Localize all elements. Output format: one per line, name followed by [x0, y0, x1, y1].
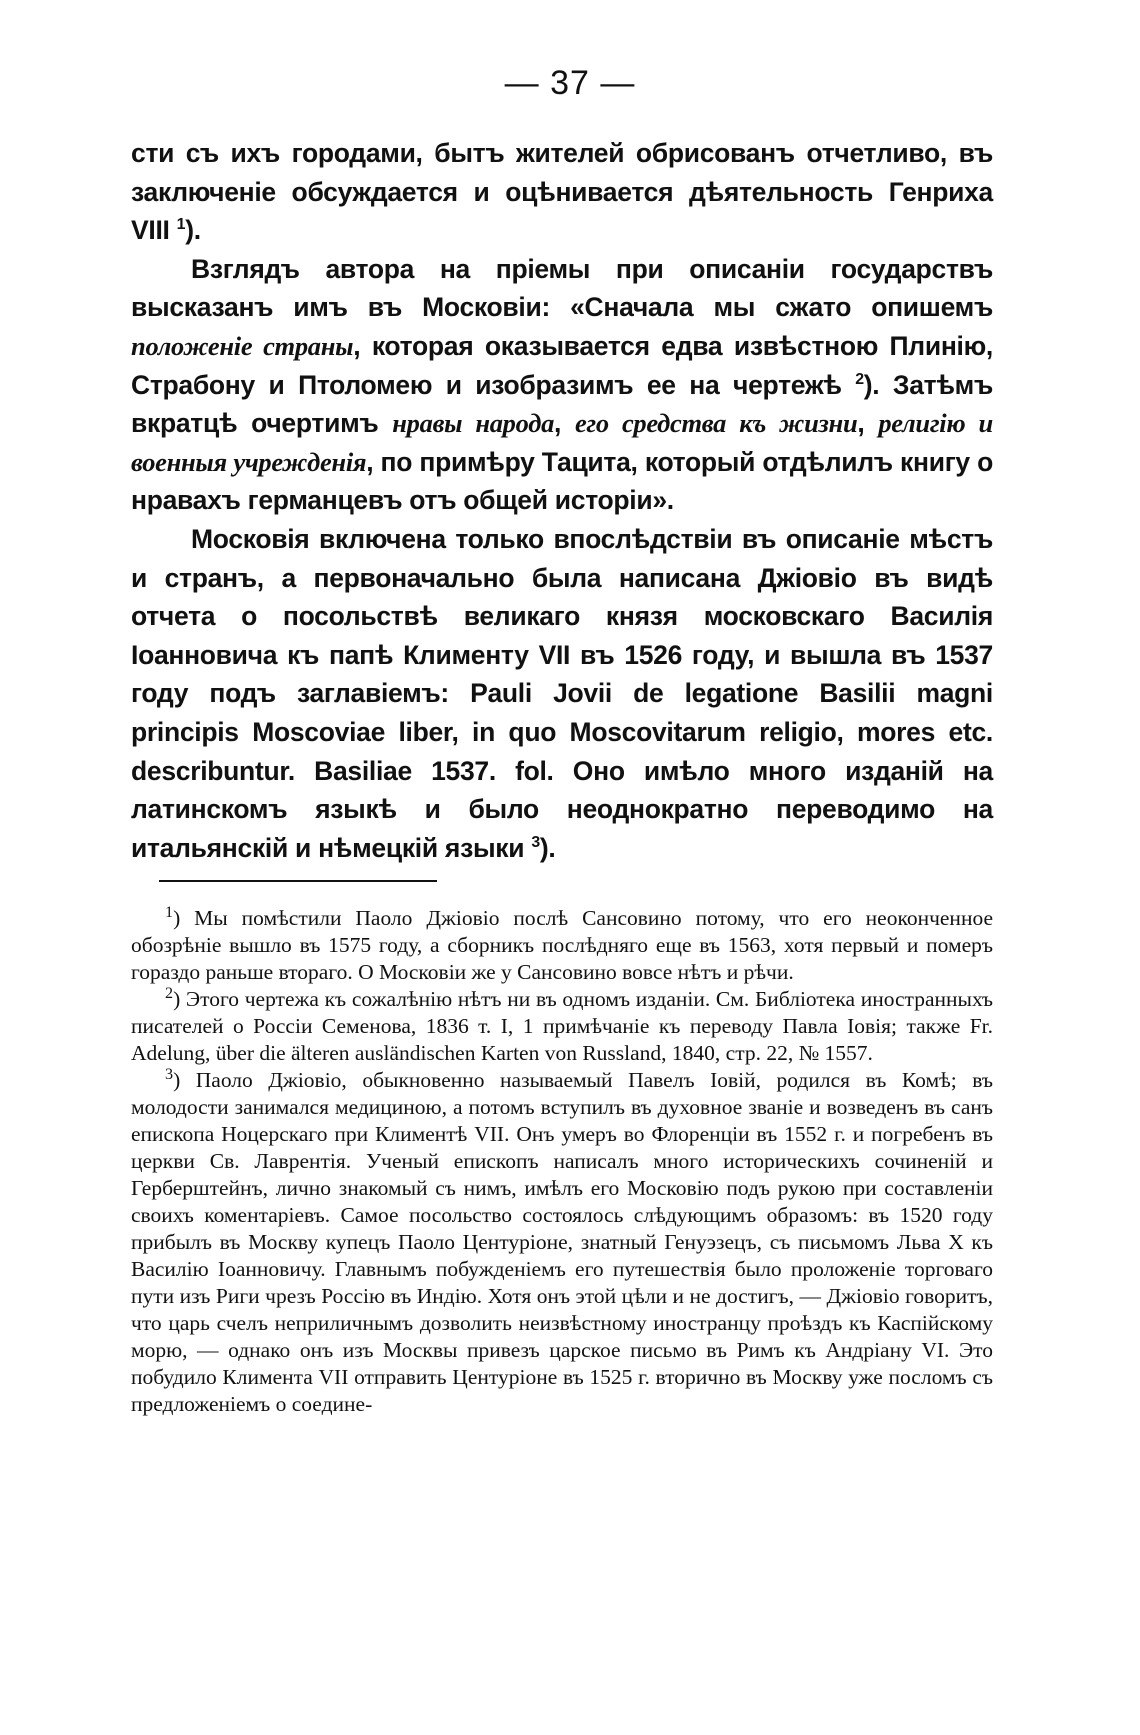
footnote-mark-2: 2	[165, 984, 174, 1002]
footnote-text-2: ) Этого чертежа къ сожалѣнію нѣтъ ни въ одномъ изданіи. См. Библіотека иностранныхъ писателей о Россіи Семенова, 1836 т. I, 1 примѣчаніе къ переводу Павла Іовія; также Fr. Adelung, über die älteren ausländischen Karten von Russland, 1840, стр. 22, № 1557.	[131, 987, 993, 1065]
footnote-mark-3: 3	[165, 1065, 174, 1083]
main-text	[131, 134, 993, 867]
italic-phrase-2: нравы народа	[392, 408, 555, 439]
paragraph-2	[131, 250, 993, 520]
footnote-separator	[159, 880, 437, 882]
paragraph-2-part-e: ,	[857, 408, 879, 439]
italic-phrase-1: положеніе страны	[131, 330, 354, 361]
paragraph-3	[131, 520, 993, 867]
footnotes	[131, 905, 993, 1418]
footnote-text-1: ) Мы помѣстили Паоло Джіовіо послѣ Сансовино потому, что его неоконченное обозрѣніе вышло въ 1575 году, а сборникъ послѣдняго еще въ 1563, хотя первый и померъ гораздо раньше втораго. О Московіи же у Сансовино вовсе нѣтъ и рѣчи.	[131, 906, 993, 984]
paragraph-1-end: ).	[185, 215, 201, 246]
footnote-1	[131, 905, 993, 986]
italic-phrase-3: его средства къ жизни	[574, 408, 858, 439]
footnote-2	[131, 986, 993, 1067]
footnote-ref-3: 3	[531, 833, 540, 851]
paragraph-1	[131, 134, 993, 250]
footnote-mark-1: 1	[165, 903, 174, 921]
paragraph-2-part-a: Взглядъ автора на пріемы при описаніи государствъ высказанъ имъ въ Московіи: «Сначала мы сжато опишемъ	[131, 253, 993, 323]
footnote-3	[131, 1067, 993, 1418]
paragraph-2-part-b: , которая оказывается едва извѣстною Плинію, Страбону и Птоломею и изобразимъ ее на чертежѣ	[131, 330, 993, 400]
paragraph-3-end: ).	[539, 832, 556, 863]
italic-phrase-4: религію и военныя учрежденія	[131, 408, 993, 477]
footnote-text-3: ) Паоло Джіовіо, обыкновенно называемый Павелъ Іовій, родился въ Комѣ; въ молодости занимался медициною, а потомъ вступилъ въ духовное званіе и возведенъ въ санъ епископа Ноцерскаго при Климентѣ VII. Онъ умеръ во Флоренціи въ 1552 г. и погребенъ въ церкви Св. Лаврентія. Ученый епископъ написалъ много историческихъ сочиненій и Герберштейнъ, лично знакомый съ нимъ, имѣлъ его Московію подъ рукою при составленіи своихъ коментаріевъ. Самое посольство состоялось слѣдующимъ образомъ: въ 1520 году прибылъ въ Москву купецъ Паоло Центуріоне, знатный Генуэзецъ, съ письмомъ Льва X къ Василію Іоанновичу. Главнымъ побужденіемъ его путешествія было проложеніе торговаго пути изъ Риги чрезъ Россію въ Индію. Хотя онъ этой цѣли и не достигъ, — Джіовіо говоритъ, что царь счелъ неприличнымъ дозволить неизвѣстному иностранцу проѣздъ къ Каспійскому морю, — однако онъ изъ Москвы привезъ царское письмо въ Римъ къ Андріану VI. Это побудило Климента VII отправить Центуріоне въ 1525 г. вторично въ Москву уже посломъ съ предложеніемъ о соедине-	[131, 1068, 993, 1416]
footnote-ref-1: 1	[176, 216, 186, 234]
paragraph-2-part-f: , по примѣру Тацита, который отдѣлилъ книгу о нравахъ германцевъ отъ общей исторіи».	[131, 446, 993, 516]
page-number: — 37 —	[504, 64, 636, 102]
paragraph-2-part-c: ). Затѣмъ вкратцѣ очертимъ	[131, 369, 993, 439]
paragraph-2-part-d: ,	[554, 408, 575, 439]
paragraph-1-text: сти съ ихъ городами, бытъ жителей обрисованъ отчетливо, въ заключеніе обсуждается и оцѣнивается дѣятельность Генриха VIII	[131, 138, 993, 246]
footnote-ref-2: 2	[855, 370, 864, 388]
paragraph-3-text: Московія включена только впослѣдствіи въ описаніе мѣстъ и странъ, а первоначально была написана Джіовіо въ видѣ отчета о посольствѣ великаго князя московскаго Василія Іоанновича къ папѣ Клименту VII въ 1526 году, и вышла въ 1537 году подъ заглавіемъ: Pauli Jovii de legatione Basilii magni principis Moscoviae liber, in quo Moscovitarum religio, mores etc. describuntur. Basiliae 1537. fol. Оно имѣло много изданій на латинскомъ языкѣ и было неоднократно переводимо на итальянскій и нѣмецкій языки	[131, 523, 993, 863]
